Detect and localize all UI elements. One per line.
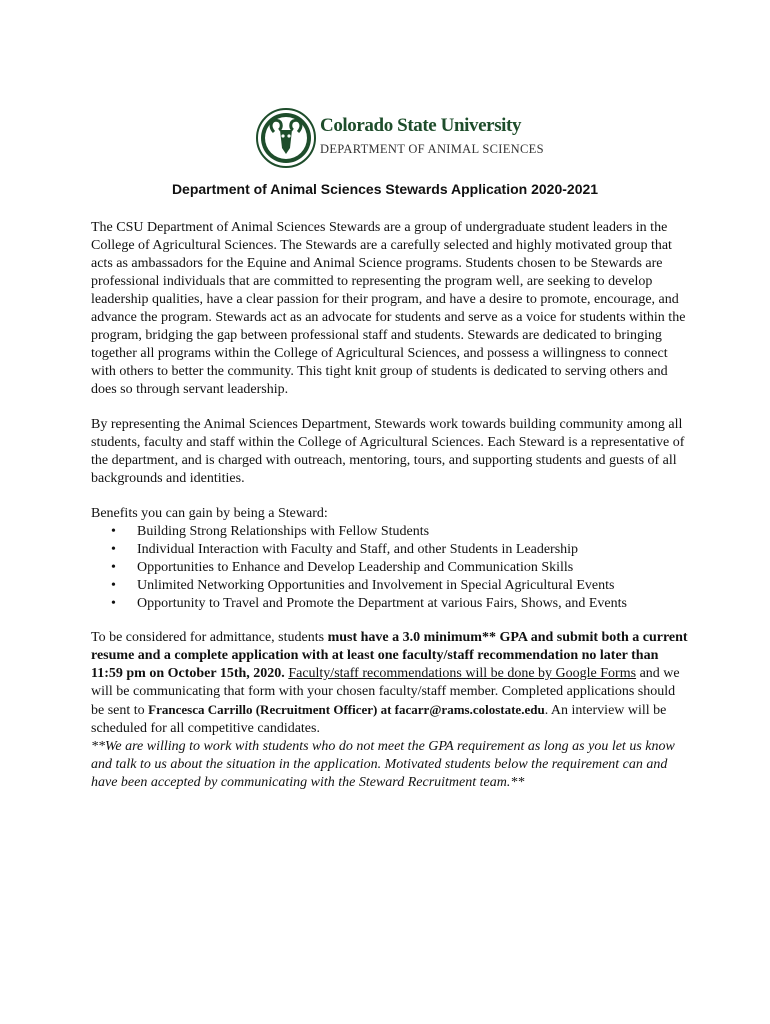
benefits-list xyxy=(91,523,691,613)
department-name: DEPARTMENT OF ANIMAL SCIENCES xyxy=(320,142,544,156)
ram-seal-icon xyxy=(256,108,316,168)
benefits-heading: Benefits you can gain by being a Steward: xyxy=(91,506,328,521)
list-item: • Opportunities to Enhance and Develop Leadership and Communication Skills xyxy=(137,559,691,577)
admittance-paragraph xyxy=(91,629,691,738)
admittance-after-forms: and we will be communicating that form with your chosen faculty/staff member. Completed applications should be sent to xyxy=(91,666,680,718)
list-item: • Opportunity to Travel and Promote the Department at various Fairs, Shows, and Events xyxy=(137,595,691,613)
admittance-requirement: must have a 3.0 minimum** GPA and submit both a current resume and a complete application with at least one faculty/staff recommendation no later than 11:59 pm on October 15th, 2020. xyxy=(91,630,688,681)
gpa-note-text: **We are willing to work with students who do not meet the GPA requirement as long as you let us know and talk to us about the situation in the application. Motivated students below the requirement can and have been accepted by communicating with the Steward Recruitment team.** xyxy=(91,739,675,790)
benefits-section xyxy=(91,505,691,613)
document-body xyxy=(91,219,691,792)
university-name: Colorado State University xyxy=(320,115,522,136)
list-item: • Unlimited Networking Opportunities and Involvement in Special Agricultural Events xyxy=(137,577,691,595)
list-item: • Building Strong Relationships with Fellow Students xyxy=(137,523,691,541)
contact-info: Francesca Carrillo (Recruitment Officer) at facarr@rams.colostate.edu xyxy=(148,702,545,717)
representing-paragraph: By representing the Animal Sciences Department, Stewards work towards building community among all students, faculty and staff within the College of Agricultural Sciences. Each Steward is a representative of the department, and is charged with outreach, mentoring, tours, and supporting students and guests of all backgrounds and identities. xyxy=(91,417,685,486)
list-item: • Individual Interaction with Faculty and Staff, and other Students in Leadership xyxy=(137,541,691,559)
admittance-closing: . An interview will be scheduled for all competitive candidates. xyxy=(91,703,667,736)
admittance-lead: To be considered for admittance, students xyxy=(91,630,328,645)
intro-paragraph: The CSU Department of Animal Sciences Stewards are a group of undergraduate student leaders in the College of Agricultural Sciences. The Stewards are a carefully selected and highly motivated group that acts as ambassadors for the Equine and Animal Science programs. Students chosen to be Stewards are professional individuals that are committed to representing the program well, are seeking to develop leadership qualities, have a clear passion for their program, and have a desire to promote, encourage, and advance the program. Stewards act as an advocate for students and serve as a voice for students within the program, bridging the gap between professional staff and students. Stewards are dedicated to bringing together all programs within the College of Agricultural Sciences, and possess a willingness to connect with others to better the community. This tight knit group of students is dedicated to serving others and does so through servant leadership. xyxy=(91,220,686,397)
csu-logo xyxy=(256,108,544,172)
page-title: Department of Animal Sciences Stewards Application 2020-2021 xyxy=(171,181,599,197)
google-forms-link[interactable]: Faculty/staff recommendations will be done by Google Forms xyxy=(288,666,637,681)
gpa-note xyxy=(91,738,691,792)
